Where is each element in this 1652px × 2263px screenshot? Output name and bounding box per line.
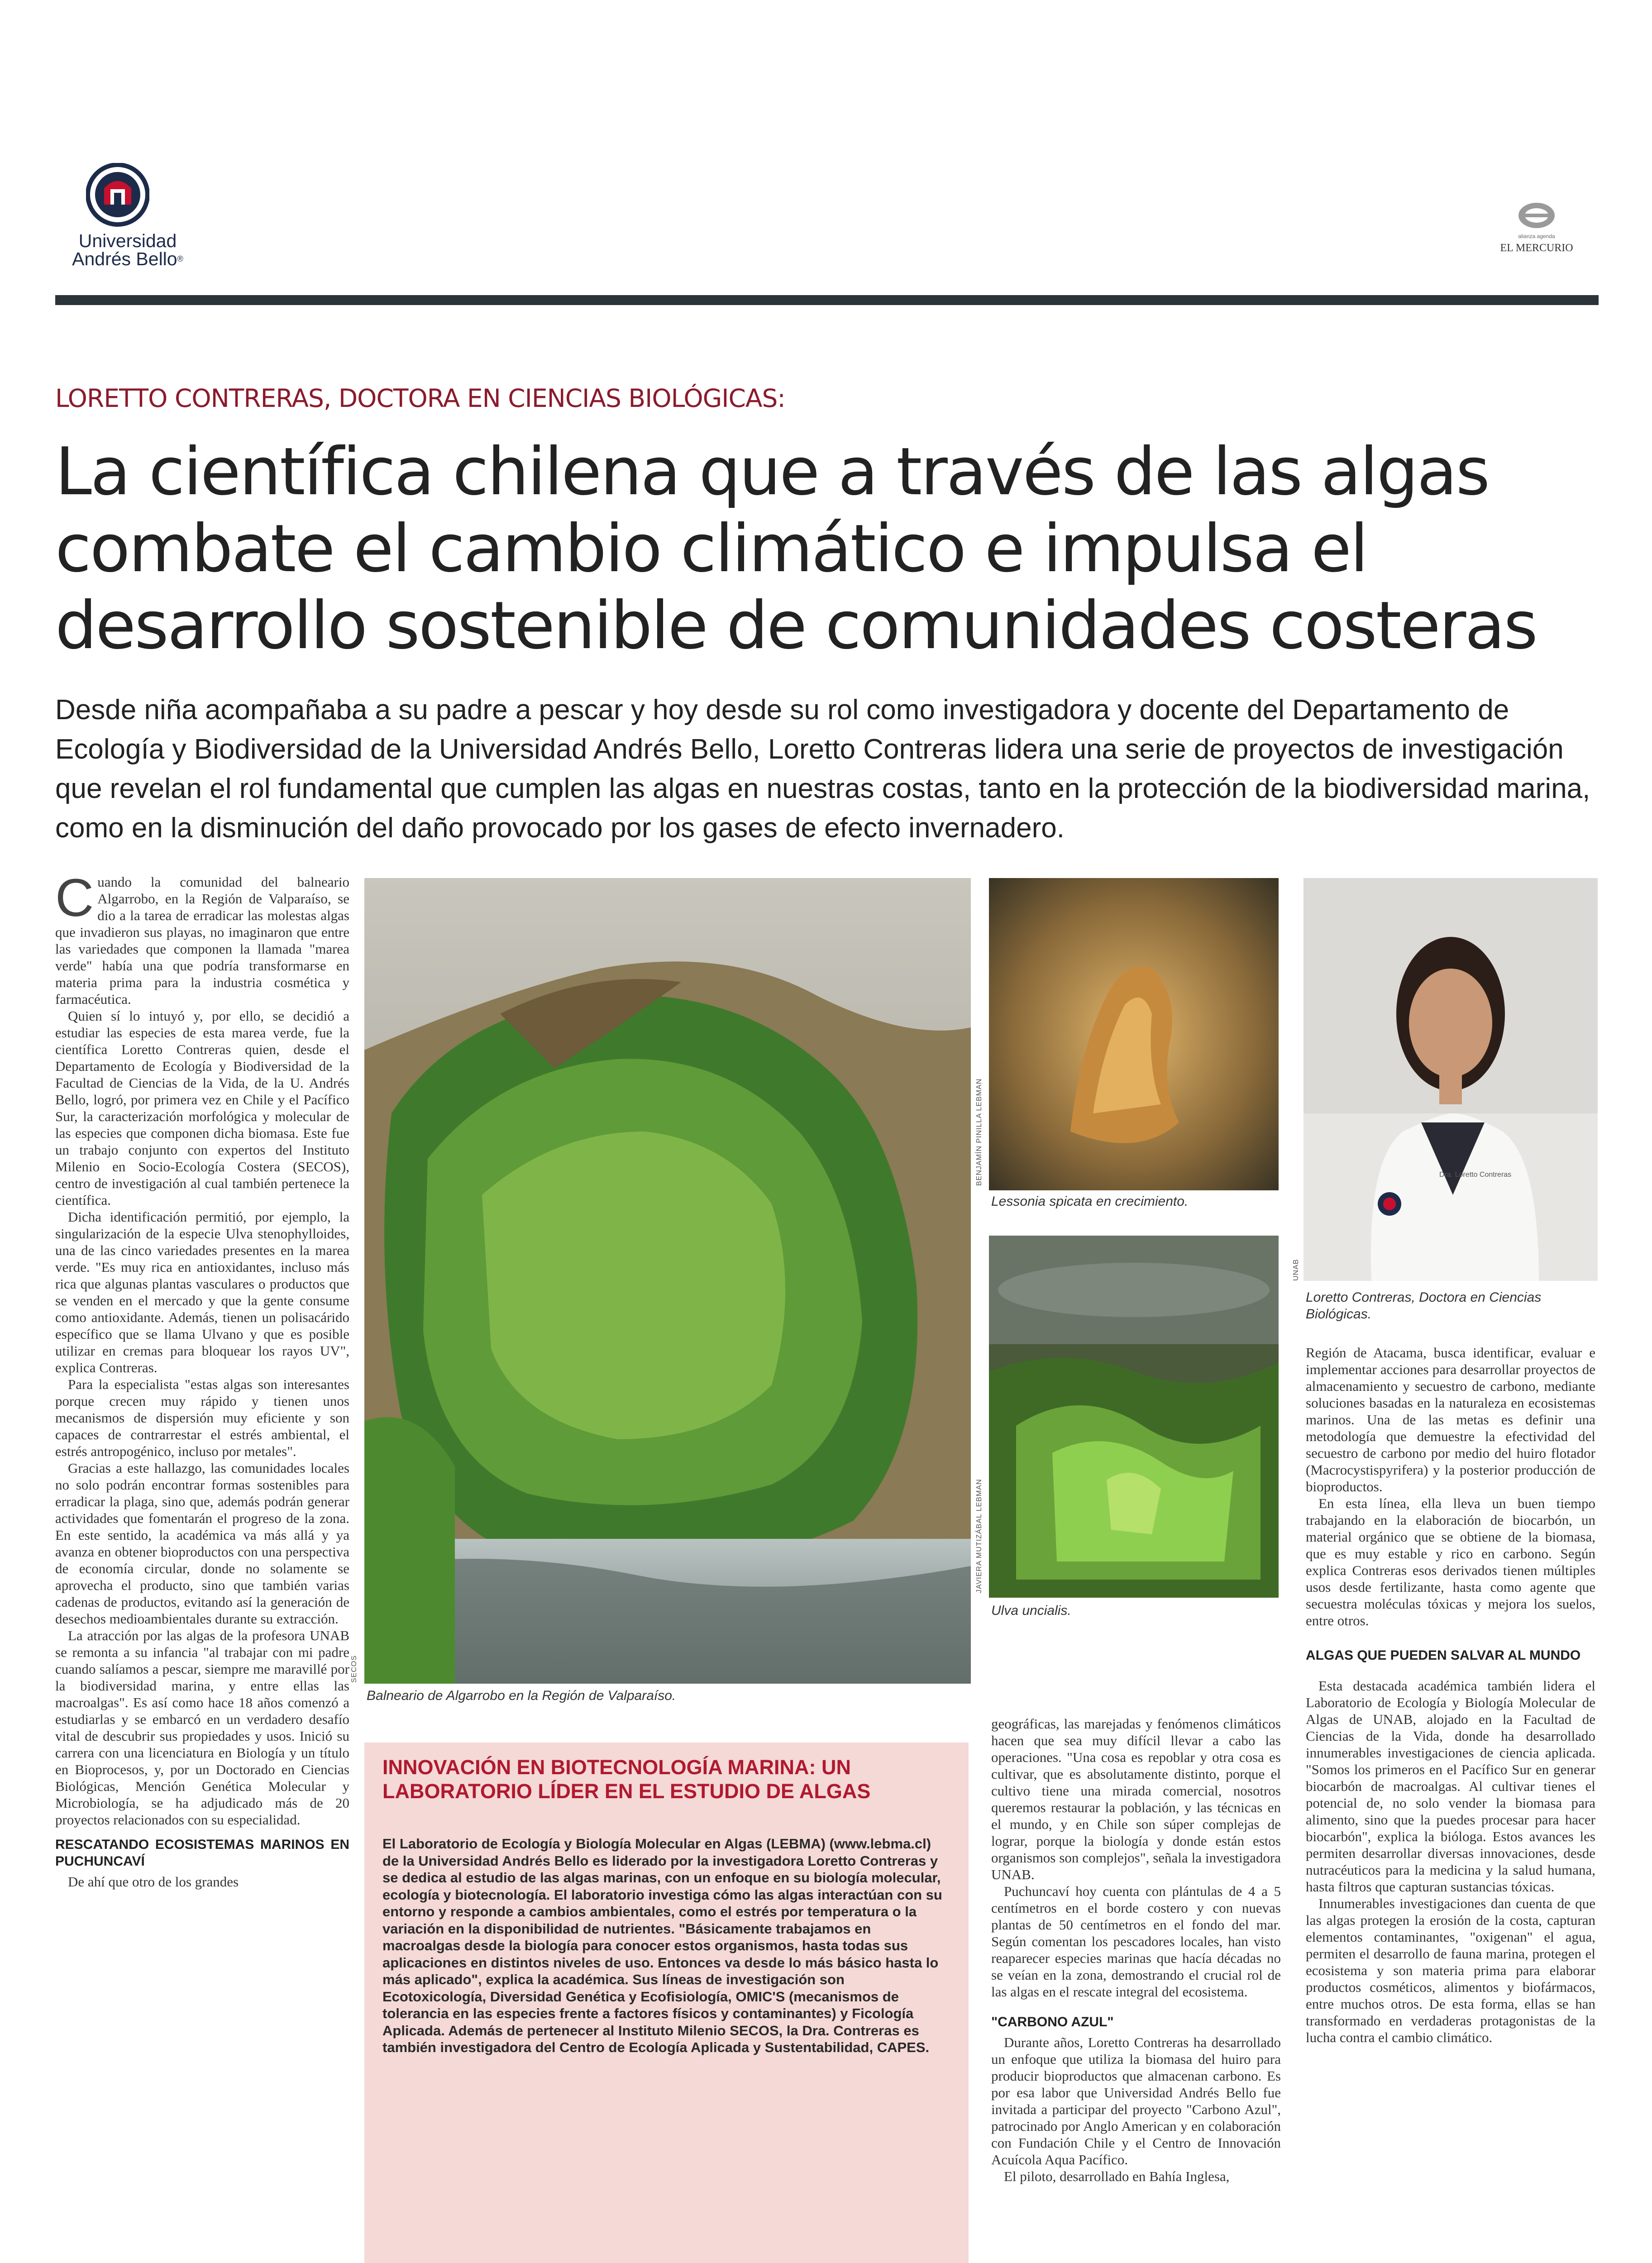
registered-mark: ®	[177, 254, 183, 263]
main-photo-caption: Balneario de Algarrobo en la Región de Valparaíso.	[367, 1688, 676, 1703]
ulva-photo-caption: Ulva uncialis.	[991, 1603, 1071, 1618]
col5-paragraph-1: Región de Atacama, busca identificar, evaluar e implementar acciones para desarrollar proyectos de almacenamiento y secuestro de carbono, mediante soluciones basadas en la naturaleza en ecosistemas marinos. Una de las metas es definir una metodología que demuestre la efectividad del secuestro de carbono por medio del huiro flotador (Macrocystispyrifera) y la posterior producción de bioproductos.	[1306, 1345, 1595, 1494]
main-photo-credit: SECOS	[350, 1655, 358, 1683]
col5-paragraph-4: Innumerables investigaciones dan cuenta de que las algas protegen la erosión de la costa, capturan elementos contaminantes, "oxigenan" el agua, permiten el desarrollo de fauna marina, protegen el ecosistema y son materia prima para elaborar productos cosméticos, alimentos y biofármacos, entre muchos otros. De esta forma, ellas se han transformado en verdaderas protagonistas de la lucha contra el cambio climático.	[1306, 1895, 1595, 2045]
ulva-photo	[989, 1236, 1279, 1598]
col4-paragraph-3: Durante años, Loretto Contreras ha desarrollado un enfoque que utiliza la biomasa del huiro para producir bioproductos que almacenan carbono. Es por esa labor que Universidad Andrés Bello fue invitada a participar del proyecto "Carbono Azul", patrocinado por Anglo American y en colaboración con Fundación Chile y el Centro de Innovación Acuícola Aqua Pacífico.	[991, 2034, 1281, 2168]
col4-paragraph-1: geográficas, las marejadas y fenómenos climáticos hacen que sea muy difícil llevar a cabo las operaciones. "Una cosa es repoblar y otra cosa es cultivar, que es absolutamente distinto, porque el cultivo tiene una mirada comercial, nosotros queremos restaurar la población, y las técnicas en el mundo, y en Chile son súper complejas de lograr, porque la biología y donde están estos organismos son complejos", señala la investigadora UNAB.	[991, 1716, 1281, 1882]
headline: La científica chilena que a través de las algas combate el cambio climático e impulsa el desarrollo sostenible de comunidades costeras	[55, 434, 1537, 664]
university-name-line2: Andrés Bello	[72, 248, 177, 269]
article1-column-5	[1306, 1344, 1595, 2046]
portrait-coat-text: Dra. Loretto Contreras	[1439, 1171, 1512, 1179]
article1-column-1	[55, 874, 349, 2263]
ulva-photo-credit: JAVIERA MUTIZÁBAL LEBMAN	[975, 1479, 983, 1593]
el-mercurio-logo-icon	[1509, 201, 1564, 233]
lead-paragraph: Desde niña acompañaba a su padre a pescar y hoy desde su rol como investigadora y docente del Departamento de Ecología y Biodiversidad de la Universidad Andrés Bello, Loretto Contreras lidera una serie de proyectos de investigación que revelan el rol fundamental que cumplen las algas en nuestras costas, tanto en la protección de la biodiversidad marina, como en la disminución del daño provocado por los gases de efecto invernadero.	[55, 694, 1590, 844]
innovation-box	[364, 1743, 969, 2263]
partner-small-text: alianza agenda	[1518, 233, 1555, 239]
portrait-photo	[1303, 878, 1598, 1281]
col1-paragraph-2: Quien sí lo intuyó y, por ello, se decidió a estudiar las especies de esta marea verde, fue la científica Loretto Contreras quien, desde el Departamento de Ecología y Biodiversidad de la Facultad de Ciencias de la Vida, de la U. Andrés Bello, logró, por primera vez en Chile y el Pacífico Sur, la caracterización morfológica y molecular de las especies que componen dicha biomasa. Este fue un trabajo conjunto con expertos del Instituto Milenio en Socio-Ecología Costera (SECOS), centro de investigación al cual también pertenece la científica.	[55, 1008, 349, 1208]
col1-paragraph-1: uando la comunidad del balneario Algarrobo, en la Región de Valparaíso, se dio a la tarea de erradicar las molestas algas que invadieron sus playas, no imaginaron que entre las variedades que componen la llamada "marea verde" había una que podría transformarse en materia prima para la industria cosmética y farmacéutica.	[55, 874, 349, 1007]
lessonia-photo	[989, 878, 1279, 1190]
unab-logo-icon	[86, 163, 149, 231]
col4-paragraph-4: El piloto, desarrollado en Bahía Inglesa,	[1004, 2168, 1230, 2184]
dropcap: C	[55, 874, 94, 928]
col1-paragraph-5: Gracias a este hallazgo, las comunidades locales no solo podrán encontrar formas sostenibles para erradicar la plaga, sino que, además podrán generar actividades que fomentarán el progreso de la zona. En este sentido, la académica va más allá y ya avanza en obtener bioproductos con una perspectiva de economía circular, donde no solamente se aprovecha el producto, sino que también varias cadenas de productos, evitando así la generación de desechos medioambientales durante su extracción.	[55, 1460, 349, 1627]
lessonia-photo-caption: Lessonia spicata en crecimiento.	[991, 1194, 1189, 1209]
col5-subhead: ALGAS QUE PUEDEN SALVAR AL MUNDO	[1306, 1648, 1581, 1663]
portrait-photo-caption: Loretto Contreras, Doctora en Ciencias Biológicas.	[1306, 1290, 1542, 1322]
header-rule	[55, 295, 1599, 305]
partner-name: EL MERCURIO	[1500, 242, 1573, 254]
col1-paragraph-4: Para la especialista "estas algas son interesantes porque crecen muy rápido y tienen unos mecanismos de dispersión muy eficiente y son capaces de contrarrestar el estrés ambiental, el estrés antropogénico, incluso por metales".	[55, 1376, 349, 1459]
col5-paragraph-2: En esta línea, ella lleva un buen tiempo trabajando en la elaboración de biocarbón, un material orgánico que se obtiene de la biomasa, que es muy estable y rico en carbono. Según explica Contreras esos derivados tienen múltiples usos desde fertilizante, hasta como agente que secuestra moléculas tóxicas y mejora los suelos, entre otros.	[1306, 1495, 1595, 1628]
portrait-photo-credit: UNAB	[1292, 1259, 1300, 1281]
col1-subhead: RESCATANDO ECOSISTEMAS MARINOS EN PUCHUNCAVÍ	[55, 1837, 349, 1869]
innovation-box-title: INNOVACIÓN EN BIOTECNOLOGÍA MARINA: UN LABORATORIO LÍDER EN EL ESTUDIO DE ALGAS	[382, 1756, 871, 1803]
masthead	[0, 0, 1652, 312]
col4-paragraph-2: Puchuncaví hoy cuenta con plántulas de 4 a 5 centímetros en el borde costero y con nuevas plantas de 50 centímetros en el fondo del mar. Según comentan los pescadores locales, han visto reaparecer especies marinas que hacía décadas no se veían en la zona, demostrando el crucial rol de las algas en el rescate integral del ecosistema.	[991, 1883, 1281, 2000]
innovation-box-body: El Laboratorio de Ecología y Biología Molecular en Algas (LEBMA) (www.lebma.cl) de la Universidad Andrés Bello es liderado por la investigadora Loretto Contreras y se dedica al estudio de las algas marinas, con un enfoque en su biología molecular, ecología y biotecnología. El laboratorio investiga cómo las algas interactúan con su entorno y responde a cambios ambientales, como el estrés por temperatura o la variación en la disponibilidad de nutrientes. "Básicamente trabajamos en macroalgas desde la biología para conocer estos organismos, hasta todas sus aplicaciones en distintos niveles de uso. Entonces va desde lo más básico hasta lo más aplicado", explica la académica. Sus líneas de investigación son Ecotoxicología, Diversidad Genética y Ecofisiología, OMIC'S (mecanismos de tolerancia en las especies frente a factores físicos y contaminantes) y Ficología Aplicada. Además de pertenecer al Instituto Milenio SECOS, la Dra. Contreras es también investigadora del Centro de Ecología Aplicada y Sustentabilidad, CAPES.	[382, 1836, 942, 2055]
col5-paragraph-3: Esta destacada académica también lidera el Laboratorio de Ecología y Biología Molecular de Algas de UNAB, alojado en la Facultad de Ciencias de la Vida, donde ha desarrollado innumerables investigaciones de ciencia aplicada. "Somos los primeros en el Pacífico Sur en generar biocarbón de macroalgas. Al cultivar tienes el potencial de, no solo vender la biomasa para alimento, sino que la puedes procesar para hacer biocarbón", explica la bióloga. Estos avances les permiten desarrollar diversas innovaciones, desde nutracéuticos para la medicina y la salud humana, hasta filtros que capturan sustancias tóxicas.	[1306, 1678, 1595, 1895]
kicker: LORETTO CONTRERAS, DOCTORA EN CIENCIAS BIOLÓGICAS:	[55, 384, 785, 413]
article1-column-4	[991, 1715, 1281, 2185]
lessonia-photo-credit: BENJAMÍN PINILLA LEBMAN	[975, 1078, 983, 1186]
col1-paragraph-7: De ahí que otro de los grandes	[68, 1874, 239, 1890]
algae-beach-photo	[364, 878, 971, 1684]
col1-paragraph-3: Dicha identificación permitió, por ejemplo, la singularización de la especie Ulva stenophylloides, una de las cinco variedades presentes en la marea verde. "Es muy rica en antioxidantes, incluso más rica que algunas plantas vasculares o productos que se venden en el mercado y que la gente consume como antioxidante. Además, tienen un polisacárido específico que se llama Ulvano y que es posible utilizar en cremas para bloquear los rayos UV", explica Contreras.	[55, 1209, 349, 1375]
university-name	[60, 232, 196, 268]
university-name-line1: Universidad	[78, 230, 177, 251]
col4-subhead: "CARBONO AZUL"	[991, 2015, 1114, 2029]
col1-paragraph-6: La atracción por las algas de la profesora UNAB se remonta a su infancia "al trabajar con mi padre cuando salíamos a pescar, siempre me maravillé por la biodiversidad marina, y entre ellas las macroalgas". Es así como hace 18 años comenzó a estudiarlas y se embarcó en un verdadero desafío vital de descubrir sus propiedades y usos. Inició su carrera con una licenciatura en Biología y un título en Bioprocesos, y, por un Doctorado en Ciencias Biológicas, Mención Genética Molecular y Microbiología, se ha adjudicado más de 20 proyectos relacionados con su especialidad.	[55, 1628, 349, 1828]
